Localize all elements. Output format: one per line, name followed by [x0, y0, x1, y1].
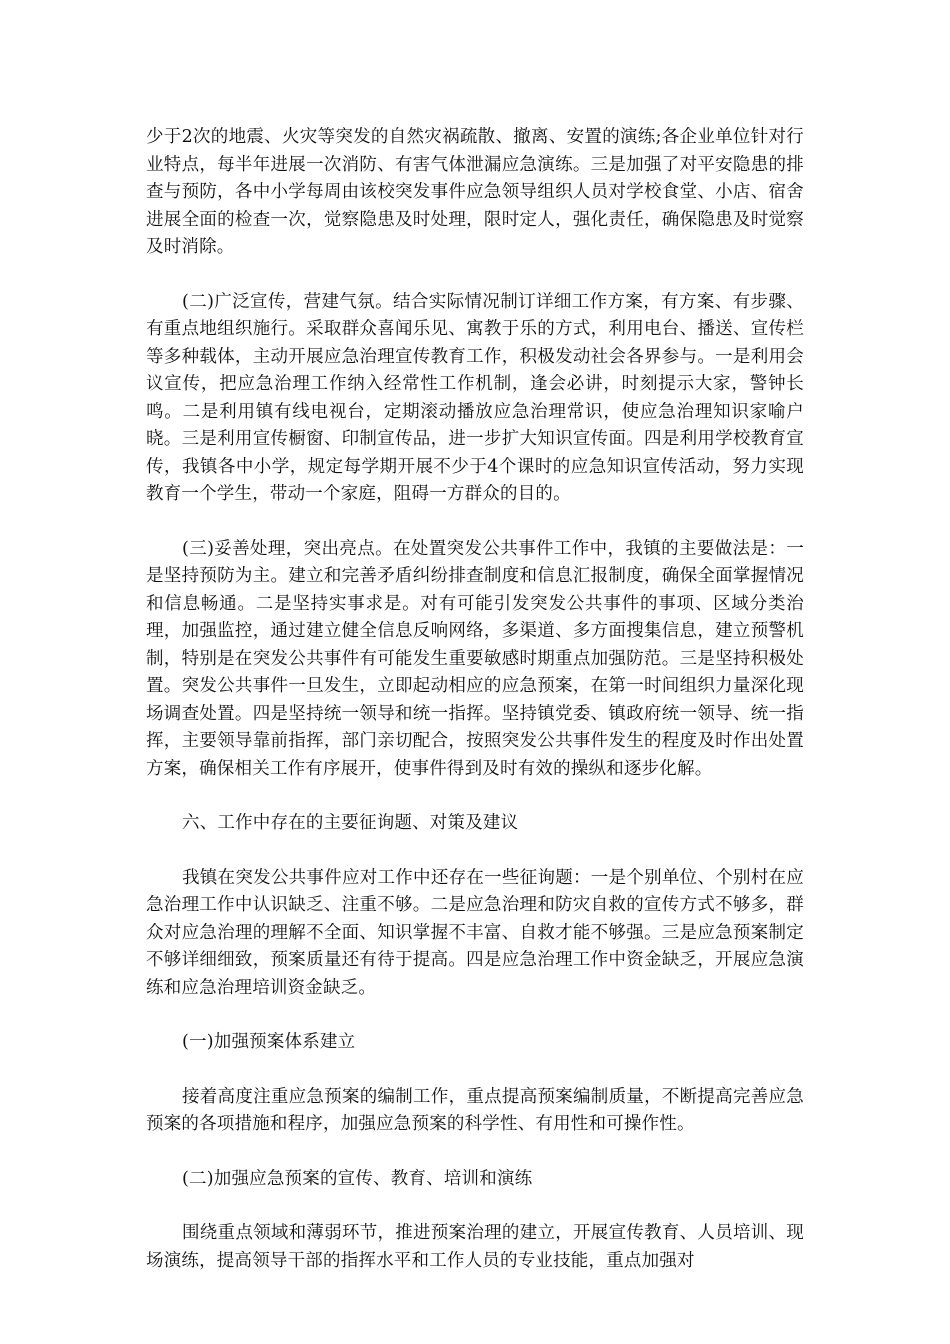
section-heading-problems: 六、工作中存在的主要征询题、对策及建议: [182, 813, 519, 833]
subheading-plan-system: (一)加强预案体系建立: [182, 1032, 356, 1052]
document-page: [146, 124, 804, 1302]
paragraph-publicity: (二)广泛宣传，营建气氛。结合实际情况制订详细工作方案，有方案、有步骤、有重点地组织施行。采取群众喜闻乐见、寓教于乐的方式，利用电台、播送、宣传栏等多种载体，主动开展应急治理宣传教育工作，积极发动社会各界参与。一是利用会议宣传，把应急治理工作纳入经常性工作机制，逢会必讲，时刻提示大家，警钟长鸣。二是利用镇有线电视台，定期滚动播放应急治理常识，使应急治理知识家喻户晓。三是利用宣传橱窗、印制宣传品，进一步扩大知识宣传面。四是利用学校教育宣传，我镇各中小学，规定每学期开展不少于4个课时的应急知识宣传活动，努力实现教育一个学生，带动一个家庭，阻碍一方群众的目的。: [146, 291, 804, 504]
paragraph-handling: (三)妥善处理，突出亮点。在处置突发公共事件工作中，我镇的主要做法是：一是坚持预防为主。建立和完善矛盾纠纷排查制度和信息汇报制度，确保全面掌握情况和信息畅通。二是坚持实事求是。对有可能引发突发公共事件的事项、区域分类治理，加强监控，通过建立健全信息反响网络，多渠道、多方面搜集信息，建立预警机制，特别是在突发公共事件有可能发生重要敏感时期重点加强防范。三是坚持积极处置。突发公共事件一旦发生，立即起动相应的应急预案，在第一时间组织力量深化现场调查处置。四是坚持统一领导和统一指挥。坚持镇党委、镇政府统一领导、统一指挥，主要领导靠前指挥，部门亲切配合，按照突发公共事件发生的程度及时作出处置方案，确保相关工作有序展开，使事件得到及时有效的操纵和逐步化解。: [146, 538, 804, 779]
paragraph-problems: 我镇在突发公共事件应对工作中还存在一些征询题：一是个别单位、个别村在应急治理工作中认识缺乏、注重不够。二是应急治理和防灾自救的宣传方式不够多，群众对应急治理的理解不全面、知识掌握不丰富、自救才能不够强。三是应急预案制定不够详细细致，预案质量还有待于提高。四是应急治理工作中资金缺乏，开展应急演练和应急治理培训资金缺乏。: [146, 867, 804, 998]
paragraph-continuation: 少于2次的地震、火灾等突发的自然灾祸疏散、撤离、安置的演练;各企业单位针对行业特点，每半年进展一次消防、有害气体泄漏应急演练。三是加强了对平安隐患的排查与预防，各中小学每周由该校突发事件应急领导组织人员对学校食堂、小店、宿舍进展全面的检查一次，觉察隐患及时处理，限时定人，强化责任，确保隐患及时觉察及时消除。: [146, 127, 804, 257]
subheading-plan-training: (二)加强应急预案的宣传、教育、培训和演练: [182, 1168, 533, 1189]
paragraph-plan-training: 围绕重点领域和薄弱环节，推进预案治理的建立，开展宣传教育、人员培训、现场演练，提高领导干部的指挥水平和工作人员的专业技能，重点加强对: [146, 1223, 804, 1271]
paragraph-plan-system: 接着高度注重应急预案的编制工作，重点提高预案编制质量，不断提高完善应急预案的各项措施和程序，加强应急预案的科学性、有用性和可操作性。: [146, 1086, 804, 1134]
